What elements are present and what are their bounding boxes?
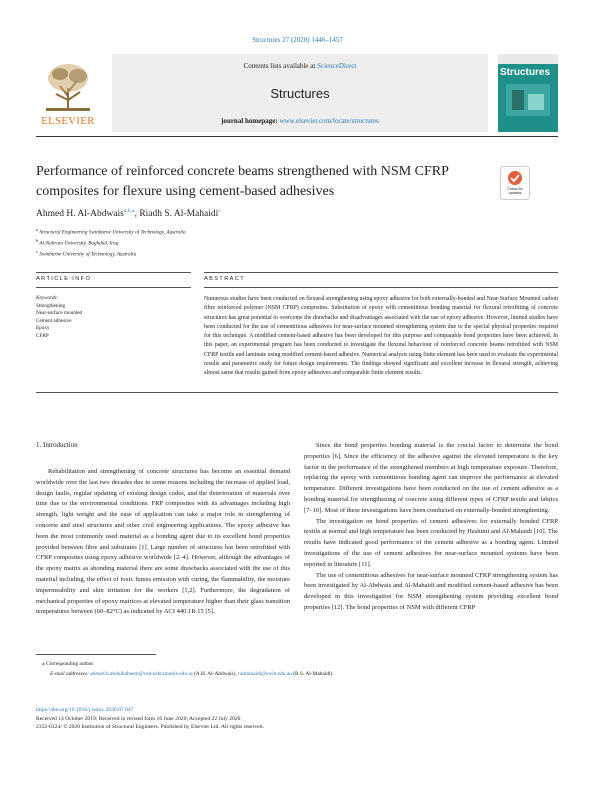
email-owner: (A.H. Al-Abdwais), (192, 670, 239, 677)
header-divider (36, 136, 558, 137)
copyright-line: 2352-0124/ © 2020 Institution of Structural Engineers. Published by Elsevier Ltd. All rights reserved. (36, 724, 264, 730)
email-link[interactable]: ahmed.h.abdulkabeem@ced.nahrainuniv.edu.iq (90, 670, 193, 677)
journal-title: Structures (270, 86, 330, 101)
abstract-bottom-rule (36, 392, 558, 393)
affiliation-text: Structural Engineering Swinburne University of Technology, Australia (39, 229, 186, 236)
footnote (36, 660, 334, 679)
body-paragraph: Rehabilitation and strengthening of concrete structures has become an essential demand worldwide over the last two decades due to some reasons including the increase of applied load, design faults, regular updating of existing design codes, and the deterioration of materials over time due to the environmental conditions. FRP composites with its advantages including high strength, light weight and the ease of application can take a major role in strengthening of concrete and steel structures and other civil engineering applications. The epoxy adhesive has been the most commonly used material as a bonding agent due to its excellent bond properties provided between fibre and substrates [1]. Large number of structures has been retrofitted with CFRP composites using epoxy adhesive worldwide [2–4]. However, although the advantages of the epoxy matrix as abonding material there are some drawbacks associated with the use of this material including, the effect of toxic fumes emission with curing, the flammability, the moisture impermeability and skin irritation for the workers [1,2]. Furthermore, the degradation of mechanical properties of epoxy matrices at elevated temperature higher than their glass transition temperatures between (60–82°C) as indicated by ACI 440.1R 15 [5]. (36, 468, 290, 616)
abstract-rule (204, 272, 558, 273)
keyword: Epoxy (36, 325, 50, 332)
affiliations (36, 226, 186, 260)
article-info-rule-lower (36, 287, 191, 288)
check-for-updates-badge[interactable] (500, 166, 530, 200)
article-info-rule (36, 272, 191, 273)
author-marks[interactable]: a,b,⁎ (123, 208, 135, 214)
body-column-right (304, 441, 558, 614)
body-paragraph: Since the bond properties bonding material is the crucial factor to determine the bond properties [6], Since the efficiency of the adhesive against the elevated temperature is the key factor in the performance of the strengthened members at high temperature exposure. Therefore, replacing the epoxy with cementitious bonding agent can improve the performance at elevated temperature. Different investigations have been conducted on the use of cement adhesive as a bonding material for strengthening of concrete using different types of CFRP textile and fabrics [7–10]. Most of these investigations have been conducted on externally-bonded strengthening. (304, 442, 558, 514)
elsevier-wordmark: ELSEVIER (41, 116, 95, 127)
keyword: Cement adhesive (36, 317, 72, 324)
journal-homepage (112, 117, 488, 125)
introduction-heading: 1. Introduction (36, 441, 78, 449)
paper-title: Performance of reinforced concrete beams strengthened with NSM CFRP composites for flexure using cement-based adhesives (36, 164, 449, 199)
homepage-prefix: journal homepage: (221, 117, 280, 125)
keyword: Near-surface mounted (36, 310, 83, 317)
email-owner: (R.S. Al-Mahaidi). (291, 670, 334, 677)
abstract-rule-lower (204, 287, 558, 288)
footnote-rule (36, 654, 156, 655)
author-name: Riadh S. Al-Mahaidi (139, 209, 219, 220)
affiliation-mark: b (36, 238, 39, 244)
corresponding-author-note: ⁎ Corresponding author. (42, 661, 95, 667)
body-paragraph: The use of cementitious adhesives for near-surface mounted CFRP strengthening system has been investigated by Al-Abdwais and Al-Mahaidi and modified cement-based adhesive has been developed in this investigation for NSM strengthening system providing excellent bond properties [12]. The bond properties of NSM with different CFRP (304, 571, 558, 611)
keywords-label: Keywords: (36, 295, 59, 301)
doi-link[interactable]: https://doi.org/10.1016/j.istruc.2020.07.047 (36, 707, 134, 713)
contents-line (112, 62, 488, 70)
keyword: CFRP (36, 332, 49, 339)
author-list (36, 208, 221, 219)
affiliation-mark: c (36, 249, 38, 255)
journal-citation[interactable]: Structures 27 (2020) 1446–1457 (252, 36, 343, 44)
affiliation-text: Al-Nahrain University, Baghdad, Iraq (39, 240, 119, 247)
cover-title: Structures (500, 67, 551, 78)
email-label: E-mail addresses: (50, 670, 91, 677)
homepage-link[interactable]: www.elsevier.com/locate/structures (279, 117, 379, 125)
affiliation-text: Swinburne University of Technology, Australia (39, 252, 137, 259)
body-column-left (36, 467, 290, 618)
author-name: Ahmed H. Al-Abdwais (36, 209, 124, 220)
affiliation (36, 237, 186, 248)
author-separator: , (134, 209, 140, 220)
received-dates: Received 14 October 2019; Received in revised form 16 June 2020; Accepted 22 July 2020 (36, 715, 241, 722)
sciencedirect-link[interactable]: ScienceDirect (317, 62, 357, 70)
affiliation-mark: a (36, 227, 39, 232)
body-paragraph: The investigation on bond properties of cement adhesives for externally bonded CFRP textile at normal and high temperature has been conducted by Hashimi and Al-Mahaidi [10]. The results have indicated good performance of the cement adhesive as a bonding agent. Limited investigations of the use of cement adhesives for near-surface mounted systems have been reported in literature [11]. (304, 517, 558, 568)
article-info-heading: ARTICLE INFO (36, 276, 92, 282)
email-link[interactable]: ralmahaidi@swin.edu.au (238, 670, 292, 677)
affiliation (36, 248, 186, 259)
contents-prefix: Contents lists available at (243, 62, 318, 70)
check-updates-label: Check for updates (507, 187, 523, 195)
email-line (36, 670, 334, 680)
author-marks[interactable]: c (218, 208, 221, 214)
keywords-block (36, 295, 82, 341)
abstract-heading: ABSTRACT (204, 276, 246, 282)
journal-cover-image (498, 54, 558, 132)
abstract-text: Numerous studies have been conducted on flexural strengthening using epoxy adhesive for both externally-bonded and Near-Surface Mounted carbon fibre reinforced polymer (NSM CFRP) composites. Substitution of epoxy with cementitious bonding material for flexural retrofitting of concrete structures has great potential to overcome the drawbacks and disadvantages associated with the use of epoxy adhesive. However, limited studies have been conducted for the use of cementitious adhesives for near-surface mounted strengthening system due to the special physical properties required for this technique. A modified cement-based adhesive has been developed for this purpose and comparable bond properties have been achieved. In this paper, an experimental program has been conducted to investigate the flexural behaviour of reinforced concrete beams retrofitted with NSM CFRP textile and laminate using modified cement-based adhesive. Numerical analysis using finite element has been used to evaluate the experimental results and parametric study for future design requirements. The findings showed significant and excellent increase in flexural strength, achieving almost same that results gained from epoxy adhesives and comparable finite element results. (204, 296, 558, 377)
affiliation (36, 226, 186, 237)
keyword: Strengthening (36, 302, 66, 309)
article-metadata (36, 706, 264, 732)
